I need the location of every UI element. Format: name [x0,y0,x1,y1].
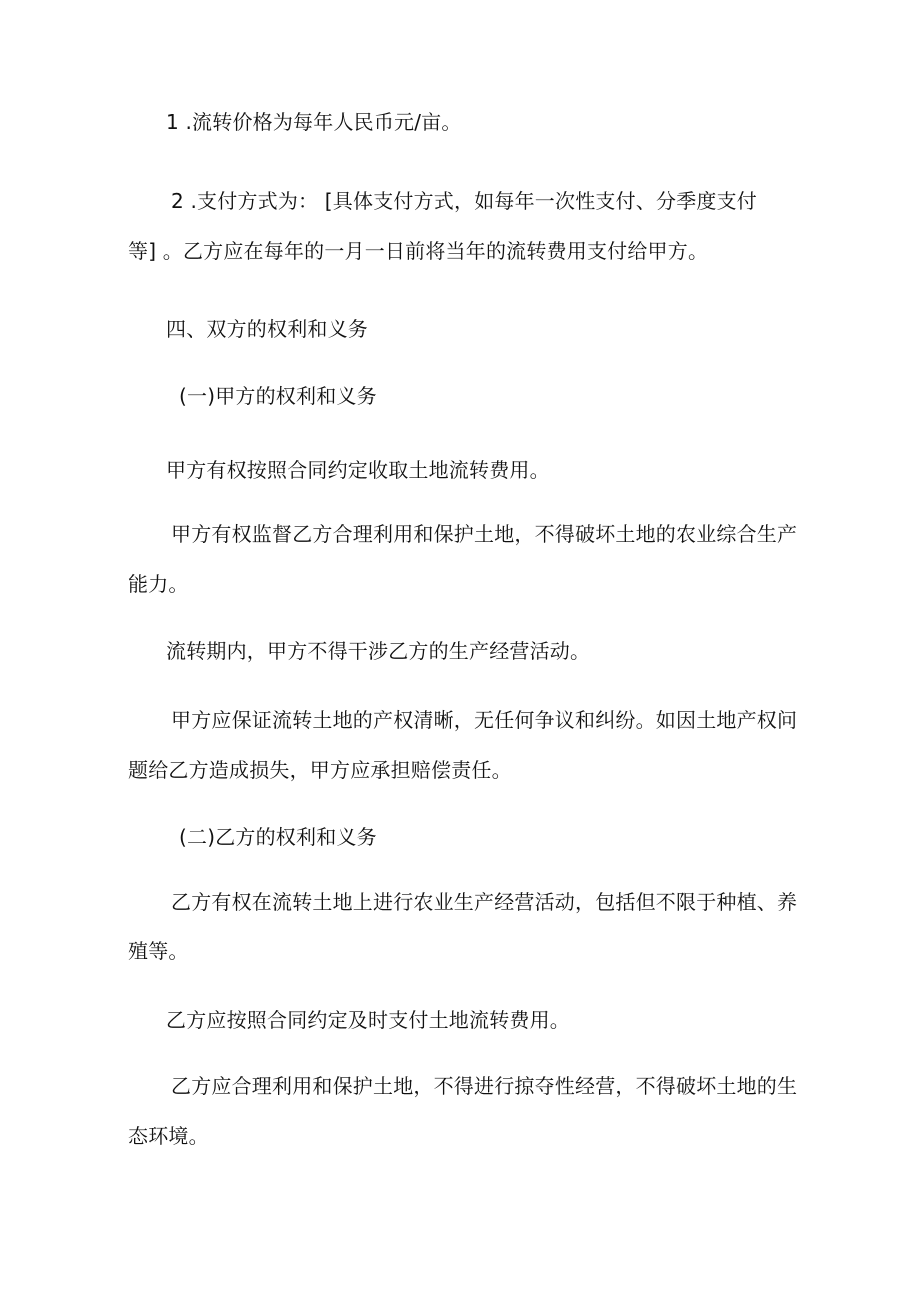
section-heading-rights-obligations: 四、双方的权利和义务 [166,317,368,341]
party-a-clause-2-line-1: 甲方有权监督乙方合理利用和保护土地，不得破坏土地的农业综合生产 [171,522,798,546]
party-b-clause-1-line-1: 乙方有权在流转土地上进行农业生产经营活动，包括但不限于种植、养 [171,890,798,914]
party-a-clause-4-line-1: 甲方应保证流转土地的产权清晰，无任何争议和纠纷。如因土地产权问 [171,708,798,732]
party-a-clause-1: 甲方有权按照合同约定收取土地流转费用。 [166,458,550,482]
party-a-clause-3: 流转期内，甲方不得干涉乙方的生产经营活动。 [166,639,591,663]
party-a-clause-2-line-2: 能力。 [128,572,189,596]
payment-clause-line-2: 等] 。乙方应在每年的一月一日前将当年的流转费用支付给甲方。 [128,239,709,263]
payment-clause-line-1: 2 .支付方式为： [具体支付方式，如每年一次性支付、分季度支付 [171,189,757,213]
party-a-clause-4-line-2: 题给乙方造成损失，甲方应承担赔偿责任。 [128,758,512,782]
party-b-clause-2: 乙方应按照合同约定及时支付土地流转费用。 [166,1008,570,1032]
subsection-heading-party-b: (二)乙方的权利和义务 [179,825,377,849]
party-b-clause-3-line-2: 态环境。 [128,1124,209,1148]
price-clause: 1 .流转价格为每年人民币元/亩。 [166,110,462,134]
subsection-heading-party-a: (一)甲方的权利和义务 [179,384,377,408]
party-b-clause-3-line-1: 乙方应合理利用和保护土地，不得进行掠夺性经营，不得破坏土地的生 [171,1074,798,1098]
party-b-clause-1-line-2: 殖等。 [128,939,189,963]
